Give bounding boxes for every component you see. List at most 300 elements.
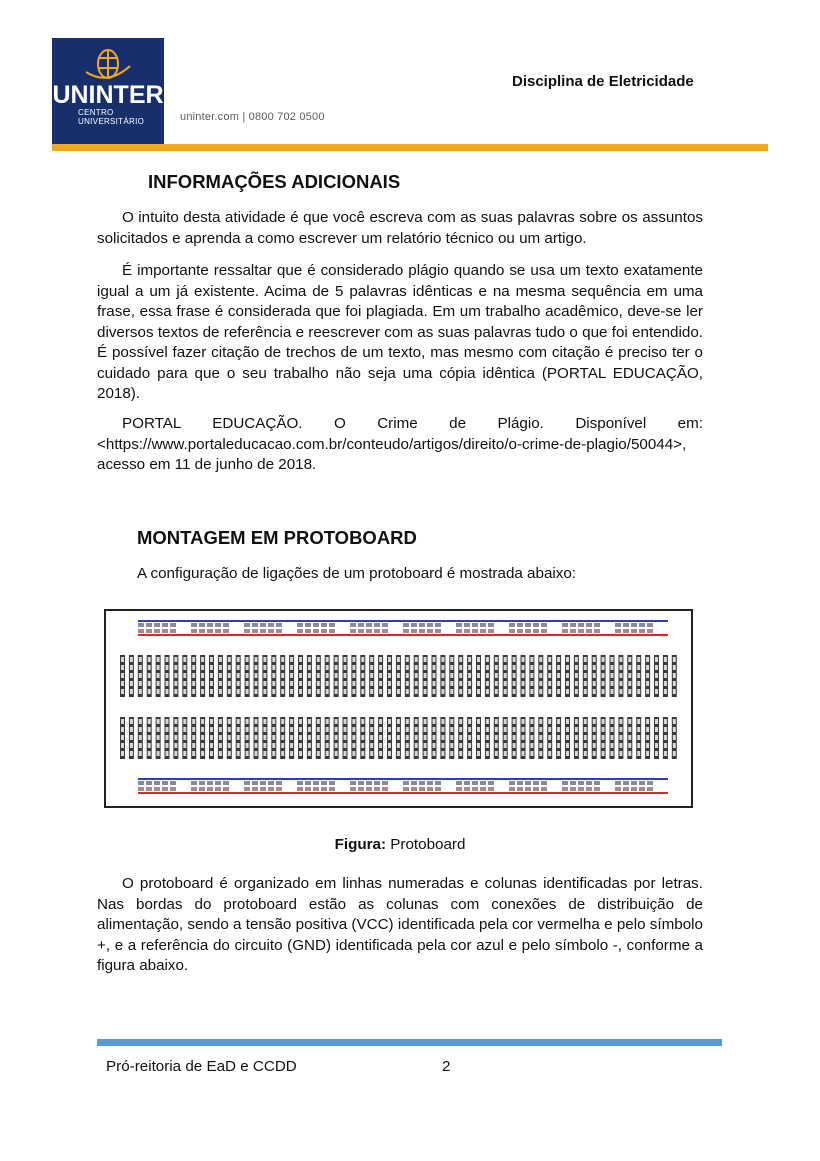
terminal-hole [157,681,160,686]
terminal-hole [673,657,676,662]
terminal-hole [210,689,213,694]
rail-hole [488,787,494,791]
terminal-hole [655,673,658,678]
terminal-hole [246,673,249,678]
terminal-hole [584,735,587,740]
terminal-hole [628,657,631,662]
terminal-hole [459,727,462,732]
terminal-hole [415,665,418,670]
terminal-hole [522,735,525,740]
terminal-hole [317,751,320,756]
terminal-hole [441,719,444,724]
terminal-hole [166,743,169,748]
rail-hole [162,787,168,791]
rail-hole [435,781,441,785]
rail-hole [615,781,621,785]
terminal-hole [370,727,373,732]
terminal-hole [557,681,560,686]
terminal-hole [370,689,373,694]
rail-hole [276,787,282,791]
rail-hole [639,629,645,633]
section-heading-info: INFORMAÇÕES ADICIONAIS [148,171,401,192]
terminal-hole [272,657,275,662]
terminal-hole [646,719,649,724]
terminal-hole [504,689,507,694]
rail-hole [533,623,539,627]
terminal-hole [255,727,258,732]
terminal-hole [593,681,596,686]
terminal-hole [388,735,391,740]
terminal-hole [139,743,142,748]
reference-paragraph: PORTAL EDUCAÇÃO. O Crime de Plágio. Disponível em: <https://www.portaleducacao.com.br/conteudo/artigos/direito/o-crime-de-plagio/50044>, acesso em 11 de junho de 2018. [97,415,703,473]
rail-hole [586,787,592,791]
terminal-hole [255,665,258,670]
rail-hole [517,787,523,791]
terminal-hole [415,735,418,740]
terminal-hole [566,735,569,740]
terminal-hole [513,751,516,756]
terminal-hole [210,735,213,740]
terminal-hole [415,689,418,694]
terminal-hole [121,681,124,686]
terminal-hole [530,657,533,662]
terminal-hole [557,657,560,662]
terminal-hole [602,735,605,740]
terminal-hole [566,681,569,686]
terminal-hole [424,719,427,724]
rail-hole [541,623,547,627]
rail-hole [252,623,258,627]
terminal-hole [121,751,124,756]
terminal-hole [317,665,320,670]
terminal-hole [308,665,311,670]
rail-hole [639,781,645,785]
terminal-hole [201,743,204,748]
terminal-hole [219,689,222,694]
terminal-hole [272,735,275,740]
rail-hole [199,629,205,633]
terminal-hole [219,657,222,662]
terminal-hole [272,689,275,694]
terminal-hole [664,727,667,732]
logo-sub-text: UNIVERSITÁRIO [78,117,145,126]
terminal-hole [548,727,551,732]
terminal-hole [174,743,177,748]
terminal-hole [379,657,382,662]
terminal-hole [664,751,667,756]
terminal-hole [290,665,293,670]
rail-hole [525,623,531,627]
terminal-hole [619,657,622,662]
rail-hole [419,781,425,785]
terminal-hole [344,673,347,678]
terminal-hole [495,665,498,670]
rail-hole [631,623,637,627]
terminal-hole [183,743,186,748]
rail-hole [146,781,152,785]
terminal-hole [148,665,151,670]
terminal-hole [619,689,622,694]
terminal-hole [504,751,507,756]
terminal-hole [486,665,489,670]
rail-hole [244,787,250,791]
terminal-hole [344,743,347,748]
rail-hole [578,623,584,627]
terminal-hole [557,743,560,748]
terminal-hole [201,689,204,694]
terminal-hole [602,681,605,686]
terminal-hole [121,657,124,662]
rail-hole [533,629,539,633]
terminal-hole [148,719,151,724]
terminal-hole [157,735,160,740]
terminal-hole [495,719,498,724]
rail-hole [374,629,380,633]
rail-hole [329,623,335,627]
terminal-hole [477,735,480,740]
terminal-hole [219,681,222,686]
terminal-hole [397,727,400,732]
rail-hole [199,787,205,791]
terminal-hole [308,657,311,662]
terminal-hole [415,719,418,724]
terminal-hole [272,719,275,724]
terminal-hole [557,727,560,732]
terminal-hole [166,657,169,662]
rail-hole [419,787,425,791]
rail-hole [260,787,266,791]
rail-hole [207,787,213,791]
terminal-hole [522,673,525,678]
terminal-hole [584,727,587,732]
terminal-hole [548,689,551,694]
terminal-hole [415,743,418,748]
terminal-hole [201,681,204,686]
terminal-hole [201,751,204,756]
rail-hole [138,623,144,627]
terminal-hole [317,735,320,740]
terminal-hole [539,673,542,678]
terminal-hole [557,665,560,670]
rail-hole [578,629,584,633]
terminal-hole [459,689,462,694]
terminal-hole [361,727,364,732]
rail-hole [313,623,319,627]
rail-hole [268,787,274,791]
terminal-hole [602,727,605,732]
terminal-hole [299,681,302,686]
terminal-hole [602,665,605,670]
terminal-hole [646,681,649,686]
terminal-hole [415,681,418,686]
rail-hole [631,781,637,785]
terminal-hole [557,689,560,694]
terminal-hole [228,735,231,740]
terminal-hole [575,743,578,748]
terminal-hole [504,719,507,724]
terminal-hole [174,719,177,724]
terminal-hole [326,657,329,662]
rail-hole [456,787,462,791]
rail-hole [472,623,478,627]
terminal-hole [566,743,569,748]
terminal-hole [548,665,551,670]
terminal-hole [646,751,649,756]
terminal-hole [174,665,177,670]
terminal-hole [210,665,213,670]
terminal-hole [415,751,418,756]
terminal-hole [486,735,489,740]
terminal-hole [593,719,596,724]
rail-hole [472,787,478,791]
terminal-hole [655,735,658,740]
terminal-hole [246,727,249,732]
terminal-hole [326,719,329,724]
terminal-hole [655,681,658,686]
terminal-hole [326,735,329,740]
terminal-hole [655,689,658,694]
terminal-hole [174,673,177,678]
section-heading-protoboard: MONTAGEM EM PROTOBOARD [137,527,417,548]
terminal-hole [210,751,213,756]
terminal-hole [237,743,240,748]
terminal-hole [619,735,622,740]
terminal-hole [584,657,587,662]
terminal-hole [513,681,516,686]
terminal-hole [139,727,142,732]
terminal-hole [237,657,240,662]
terminal-hole [611,665,614,670]
terminal-hole [611,727,614,732]
rail-hole [509,629,515,633]
terminal-hole [664,665,667,670]
rail-hole [570,629,576,633]
terminal-hole [255,689,258,694]
rail-hole [374,781,380,785]
terminal-hole [166,727,169,732]
terminal-hole [406,727,409,732]
rail-hole [427,623,433,627]
terminal-hole [637,665,640,670]
terminal-hole [450,689,453,694]
terminal-hole [272,665,275,670]
rail-hole [631,629,637,633]
terminal-hole [539,751,542,756]
terminal-hole [139,657,142,662]
terminal-hole [174,657,177,662]
terminal-hole [575,727,578,732]
terminal-hole [673,735,676,740]
rail-hole [358,787,364,791]
terminal-hole [139,665,142,670]
terminal-hole [228,751,231,756]
rail-hole [162,781,168,785]
terminal-hole [201,727,204,732]
terminal-hole [344,751,347,756]
rail-hole [647,781,653,785]
rail-hole [419,623,425,627]
terminal-hole [139,673,142,678]
terminal-hole [557,673,560,678]
terminal-hole [495,727,498,732]
terminal-hole [361,735,364,740]
terminal-hole [272,727,275,732]
terminal-hole [130,735,133,740]
terminal-hole [557,735,560,740]
terminal-hole [255,735,258,740]
terminal-hole [148,689,151,694]
rail-hole [154,623,160,627]
terminal-hole [379,743,382,748]
terminal-hole [522,719,525,724]
terminal-hole [139,735,142,740]
rail-hole [252,781,258,785]
terminal-hole [513,743,516,748]
terminal-hole [335,681,338,686]
rail-hole [321,787,327,791]
rail-hole [517,629,523,633]
terminal-hole [450,681,453,686]
rail-hole [244,623,250,627]
terminal-hole [255,751,258,756]
terminal-hole [183,657,186,662]
terminal-hole [308,719,311,724]
terminal-hole [121,689,124,694]
terminal-hole [619,673,622,678]
terminal-hole [450,657,453,662]
rail-hole [215,629,221,633]
terminal-hole [673,743,676,748]
terminal-hole [584,665,587,670]
terminal-hole [584,743,587,748]
rail-hole [382,629,388,633]
terminal-hole [272,681,275,686]
terminal-hole [344,719,347,724]
terminal-hole [219,665,222,670]
terminal-hole [673,665,676,670]
rail-hole [223,781,229,785]
terminal-hole [121,743,124,748]
terminal-hole [637,657,640,662]
rail-hole [562,623,568,627]
terminal-hole [272,751,275,756]
terminal-hole [655,657,658,662]
terminal-hole [504,673,507,678]
terminal-hole [486,751,489,756]
caption-label: Figura: [334,836,387,853]
rail-hole [154,787,160,791]
rail-hole [223,787,229,791]
terminal-hole [433,673,436,678]
terminal-hole [628,681,631,686]
rail-hole [586,781,592,785]
terminal-hole [673,727,676,732]
terminal-hole [299,751,302,756]
terminal-hole [352,751,355,756]
terminal-hole [130,681,133,686]
rail-hole [297,787,303,791]
terminal-hole [433,719,436,724]
rail-hole [403,629,409,633]
terminal-hole [228,743,231,748]
terminal-hole [157,657,160,662]
terminal-hole [263,727,266,732]
terminal-hole [388,727,391,732]
terminal-hole [130,719,133,724]
terminal-hole [486,719,489,724]
terminal-hole [237,689,240,694]
terminal-hole [148,727,151,732]
terminal-hole [664,673,667,678]
terminal-hole [326,751,329,756]
terminal-hole [263,681,266,686]
rail-hole [215,781,221,785]
rail-hole [191,787,197,791]
terminal-hole [183,673,186,678]
terminal-hole [477,751,480,756]
terminal-hole [450,727,453,732]
terminal-hole [548,657,551,662]
terminal-hole [424,681,427,686]
terminal-hole [566,719,569,724]
terminal-hole [504,665,507,670]
paragraph: O intuito desta atividade é que você escreva com as suas palavras sobre os assuntos solicitados e aprenda a como escrever um relatório técnico ou um artigo. [97,209,703,247]
terminal-hole [655,727,658,732]
terminal-hole [459,743,462,748]
terminal-hole [326,689,329,694]
terminal-hole [539,657,542,662]
terminal-hole [174,727,177,732]
terminal-hole [255,657,258,662]
protoboard-image [106,611,691,806]
rail-hole [223,629,229,633]
rail-hole [480,629,486,633]
terminal-hole [344,735,347,740]
rail-hole [517,781,523,785]
terminal-hole [468,673,471,678]
rail-hole [321,629,327,633]
terminal-hole [548,719,551,724]
rail-hole [305,623,311,627]
terminal-hole [263,673,266,678]
terminal-hole [219,719,222,724]
terminal-hole [344,727,347,732]
rail-hole [570,623,576,627]
rail-hole [276,629,282,633]
terminal-hole [628,719,631,724]
terminal-hole [584,751,587,756]
terminal-hole [664,743,667,748]
terminal-hole [335,657,338,662]
terminal-hole [441,681,444,686]
terminal-hole [468,657,471,662]
rail-hole [313,781,319,785]
terminal-hole [201,735,204,740]
terminal-hole [219,751,222,756]
terminal-hole [317,743,320,748]
rail-hole [427,781,433,785]
terminal-hole [406,751,409,756]
terminal-hole [192,673,195,678]
terminal-hole [593,743,596,748]
terminal-hole [139,751,142,756]
terminal-hole [441,751,444,756]
terminal-hole [237,665,240,670]
terminal-hole [166,751,169,756]
terminal-hole [326,681,329,686]
rail-hole [472,781,478,785]
terminal-hole [370,751,373,756]
